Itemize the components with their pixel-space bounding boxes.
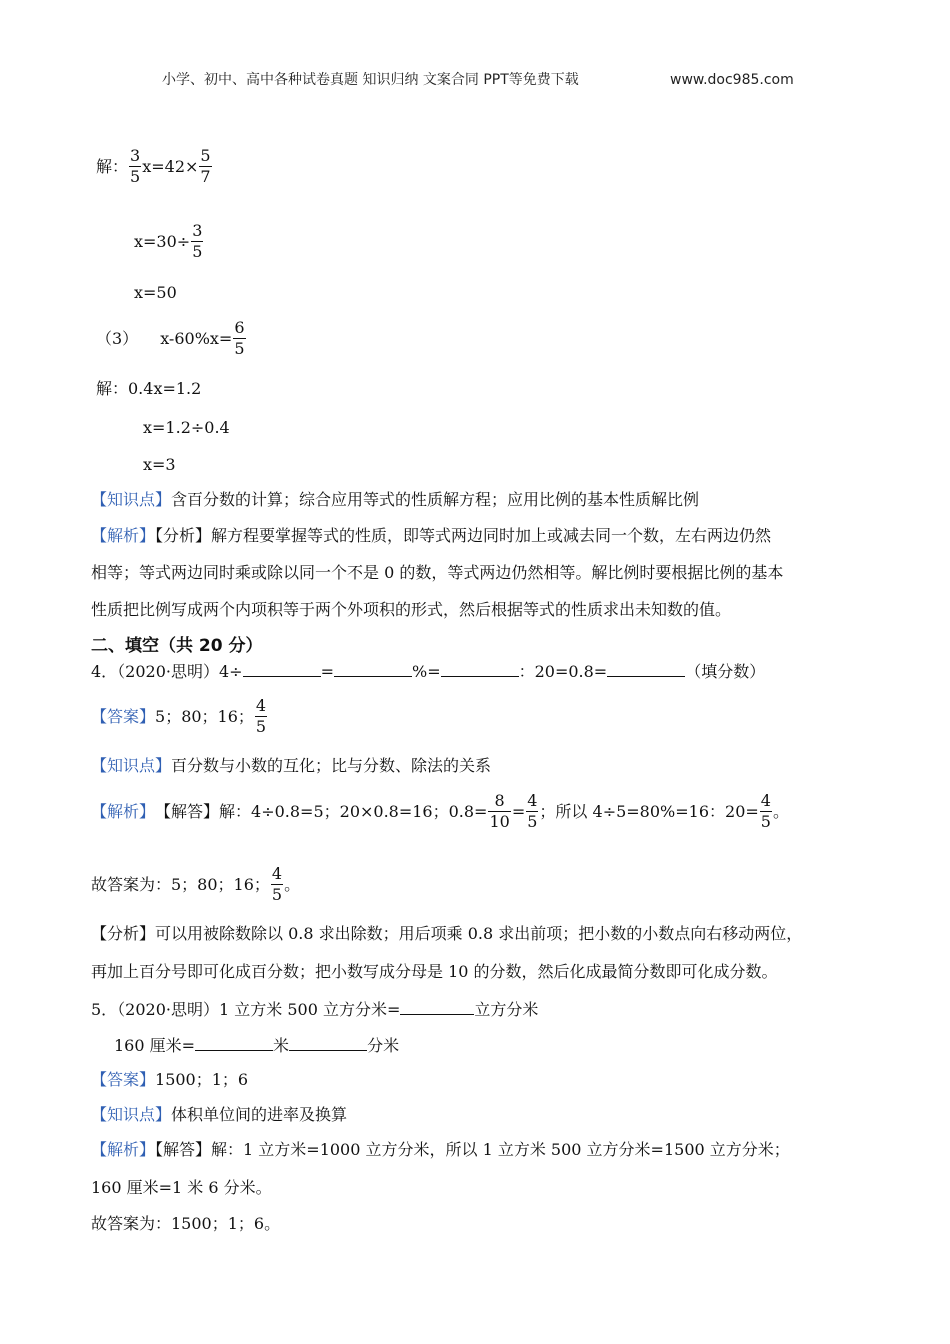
equation-text: x=42× xyxy=(142,156,199,176)
q5-answer: 【答案】1500；1；6 xyxy=(91,1070,249,1089)
q3c-step2: x=1.2÷0.4 xyxy=(143,418,230,437)
q5-analysis-line1: 【解析】【解答】解：1 立方米=1000 立方分米，所以 1 立方米 500 立方分米=1500 立方分米； xyxy=(91,1140,790,1159)
q4-analysis-line1: 【分析】可以用被除数除以 0.8 求出除数；用后项乘 0.8 求出前项；把小数的小数点向右移动两位， xyxy=(91,924,803,943)
fraction: $\frac{6}{5}$ xyxy=(234,318,245,358)
header-website: www.doc985.com xyxy=(670,72,794,88)
fraction: $\frac{5}{7}$ xyxy=(200,146,211,186)
analysis-tag: 【解析】 xyxy=(91,1140,156,1159)
analysis-tag: 【解析】 xyxy=(91,526,156,545)
answer-blank[interactable] xyxy=(289,1034,367,1051)
answer-tag: 【答案】 xyxy=(91,706,156,726)
fraction: $\frac{3}{5}$ xyxy=(192,221,203,261)
q4-knowledge-point: 【知识点】百分数与小数的互化；比与分数、除法的关系 xyxy=(91,756,492,775)
q3-analysis-line2: 相等；等式两边同时乘或除以同一个不是 0 的数，等式两边仍然相等。解比例时要根据比例的基本 xyxy=(91,563,784,582)
q3c-step1: 解：0.4x=1.2 xyxy=(96,379,202,398)
q3-analysis-line1: 【解析】【分析】解方程要掌握等式的性质，即等式两边同时加上或减去同一个数，左右两边仍然 xyxy=(91,526,772,545)
knowledge-tag: 【知识点】 xyxy=(91,756,172,775)
q3b-line2 xyxy=(134,221,204,262)
knowledge-tag: 【知识点】 xyxy=(91,1105,172,1124)
q3c-equation xyxy=(96,318,247,359)
fraction: $\frac{4}{5}$ xyxy=(255,696,267,736)
fraction: $\frac{4}{5}$ xyxy=(760,791,771,831)
answer-tag: 【答案】 xyxy=(91,1070,156,1089)
q3b-line3: x=50 xyxy=(134,283,177,302)
section-title: 二、填空（共 20 分） xyxy=(91,636,263,656)
q5-final-answer: 故答案为：1500；1；6。 xyxy=(91,1214,281,1233)
answer-blank[interactable] xyxy=(195,1034,273,1051)
answer-blank[interactable] xyxy=(400,998,474,1015)
q3-knowledge-point: 【知识点】含百分数的计算；综合应用等式的性质解方程；应用比例的基本性质解比例 xyxy=(91,490,700,509)
analysis-tag: 【解析】 xyxy=(91,801,156,821)
knowledge-tag: 【知识点】 xyxy=(91,490,172,509)
header-left-text: 小学、初中、高中各种试卷真题 知识归纳 文案合同 PPT等免费下载 xyxy=(162,72,579,88)
sub-question-label: （3） xyxy=(96,328,139,348)
solution-prefix: 解： xyxy=(96,156,129,176)
answer-blank[interactable] xyxy=(243,660,321,677)
q4-analysis-line2: 再加上百分号即可化成百分数；把小数写成分母是 10 的分数，然后化成最简分数即可化成分数。 xyxy=(91,962,778,981)
q5-analysis-line2: 160 厘米=1 米 6 分米。 xyxy=(91,1178,272,1197)
answer-blank[interactable] xyxy=(441,660,519,677)
q5-knowledge-point: 【知识点】体积单位间的进率及换算 xyxy=(91,1105,348,1124)
q5-stem-line2: 160 厘米= 米 分米 xyxy=(114,1036,400,1055)
q3c-step3: x=3 xyxy=(143,455,176,474)
q5-stem: 5．（2020·思明）1 立方米 500 立方分米= 立方分米 xyxy=(91,1000,539,1019)
q4-final-answer: 故答案为：5；80；16； $\frac{4}{5}$ 。 xyxy=(91,864,301,904)
fraction: $\frac{4}{5}$ xyxy=(527,791,538,831)
answer-blank[interactable] xyxy=(334,660,412,677)
q4-stem: 4．（2020·思明）4÷ = %= ：20=0.8= （填分数） xyxy=(91,662,766,681)
fraction: $\frac{8}{10}$ xyxy=(489,791,510,831)
q4-analysis: 【解析】 【解答】解：4÷0.8=5；20×0.8=16；0.8= $\frac{8}{10}$ = $\frac{4}{5}$ ；所以 4÷5=80%=16：20= $\frac{4}{5}$ 。 xyxy=(91,791,789,831)
fraction: $\frac{4}{5}$ xyxy=(271,864,283,904)
equation-text: x=30÷ xyxy=(134,231,191,251)
answer-blank[interactable] xyxy=(607,660,685,677)
fraction: $\frac{3}{5}$ xyxy=(130,146,141,186)
equation-text: x-60%x= xyxy=(160,328,233,348)
q3-analysis-line3: 性质把比例写成两个内项积等于两个外项积的形式，然后根据等式的性质求出未知数的值。 xyxy=(91,600,732,619)
q4-answer: 【答案】 5；80；16； $\frac{4}{5}$ xyxy=(91,696,267,736)
q3b-line1 xyxy=(96,146,213,187)
